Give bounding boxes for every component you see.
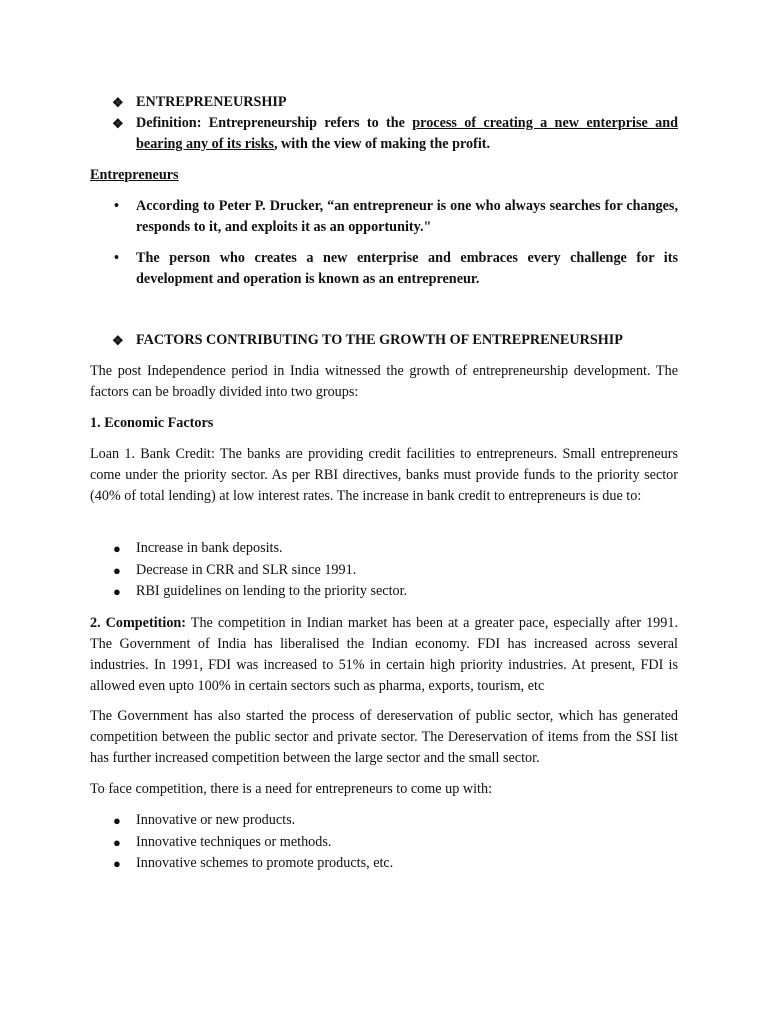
definition-text bbox=[136, 113, 678, 155]
list-item-text: Innovative techniques or methods. bbox=[136, 833, 332, 850]
heading-text: FACTORS CONTRIBUTING TO THE GROWTH OF ENTREPRENEURSHIP bbox=[136, 332, 623, 348]
bullet-icon: ● bbox=[113, 856, 121, 871]
bullet-icon: ● bbox=[113, 584, 121, 599]
economic-factors-heading: 1. Economic Factors bbox=[90, 415, 214, 431]
face-competition-paragraph: To face competition, there is a need for entrepreneurs to come up with: bbox=[90, 781, 493, 797]
definition-item bbox=[112, 113, 678, 155]
definition-suffix: , with the view of making the profit. bbox=[273, 136, 491, 152]
diamond-bullet-icon: ❖ bbox=[112, 95, 124, 110]
bank-credit-paragraph: Loan 1. Bank Credit: The banks are providing credit facilities to entrepreneurs. Small entrepreneurs come under the priority sector. As per RBI directives, banks must provide funds to the priority sector (40% of total lending) at low interest rates. The increase in bank credit to entrepreneurs is due to: bbox=[90, 446, 678, 504]
definition-underlined-1: process of creating a new enterprise and bbox=[412, 115, 678, 131]
list-item-text: According to Peter P. Drucker, “an entrepreneur is one who always searches for changes, responds to it, and exploits it as an opportunity." bbox=[136, 198, 678, 235]
competition-text: The competition in Indian market has been at a greater pace, especially after 1991. The Government of India has liberalised the Indian economy. FDI has increased across several industries. In 1991, FDI was increased to 51% in certain high priority industries. At present, FDI is allowed even upto 100% in certain sectors such as pharma, exports, tourism, etc bbox=[90, 615, 678, 694]
list-item-text: Increase in bank deposits. bbox=[136, 540, 283, 556]
entrepreneurs-points bbox=[112, 196, 678, 290]
heading-factors bbox=[112, 330, 678, 351]
bullet-icon: • bbox=[114, 250, 119, 266]
list-item bbox=[112, 560, 678, 582]
bullet-icon: ● bbox=[113, 541, 121, 556]
diamond-bullet-icon: ❖ bbox=[112, 333, 124, 348]
diamond-bullet-icon: ❖ bbox=[112, 116, 124, 131]
list-item-text: Innovative or new products. bbox=[136, 812, 296, 828]
heading-text: ENTREPRENEURSHIP bbox=[136, 94, 287, 110]
competition-paragraph bbox=[90, 613, 678, 697]
definition-underlined-2: bearing any of its risks bbox=[136, 136, 274, 152]
bullet-icon: • bbox=[114, 198, 119, 214]
list-item-text: Innovative schemes to promote products, etc. bbox=[136, 855, 394, 871]
list-item bbox=[112, 832, 678, 854]
bank-reasons-list bbox=[112, 538, 678, 603]
list-item bbox=[112, 581, 678, 603]
competition-label: 2. Competition: bbox=[90, 615, 187, 631]
bullet-icon: ● bbox=[113, 834, 121, 850]
list-item bbox=[112, 538, 678, 560]
list-item bbox=[112, 196, 678, 238]
dereservation-paragraph: The Government has also started the process of dereservation of public sector, which has generated competition between the public sector and private sector. The Dereservation of items from the SSI list has further increased competition between the large sector and the small sector. bbox=[90, 708, 678, 766]
entrepreneurs-heading: Entrepreneurs bbox=[90, 167, 179, 183]
heading-entrepreneurship bbox=[112, 92, 678, 113]
list-item-text: Decrease in CRR and SLR since 1991. bbox=[136, 561, 357, 578]
bullet-icon: ● bbox=[113, 813, 121, 828]
definition-prefix: Definition: Entrepreneurship refers to the bbox=[136, 115, 413, 131]
intro-paragraph: The post Independence period in India witnessed the growth of entrepreneurship development. The factors can be broadly divided into two groups: bbox=[90, 363, 678, 400]
list-item bbox=[112, 853, 678, 875]
bullet-icon: ● bbox=[113, 562, 121, 578]
list-item bbox=[112, 810, 678, 832]
list-item bbox=[112, 248, 678, 290]
list-item-text: RBI guidelines on lending to the priority sector. bbox=[136, 583, 408, 599]
innovations-list bbox=[112, 810, 678, 875]
list-item-text: The person who creates a new enterprise and embraces every challenge for its development and operation is known as an entrepreneur. bbox=[136, 250, 678, 287]
